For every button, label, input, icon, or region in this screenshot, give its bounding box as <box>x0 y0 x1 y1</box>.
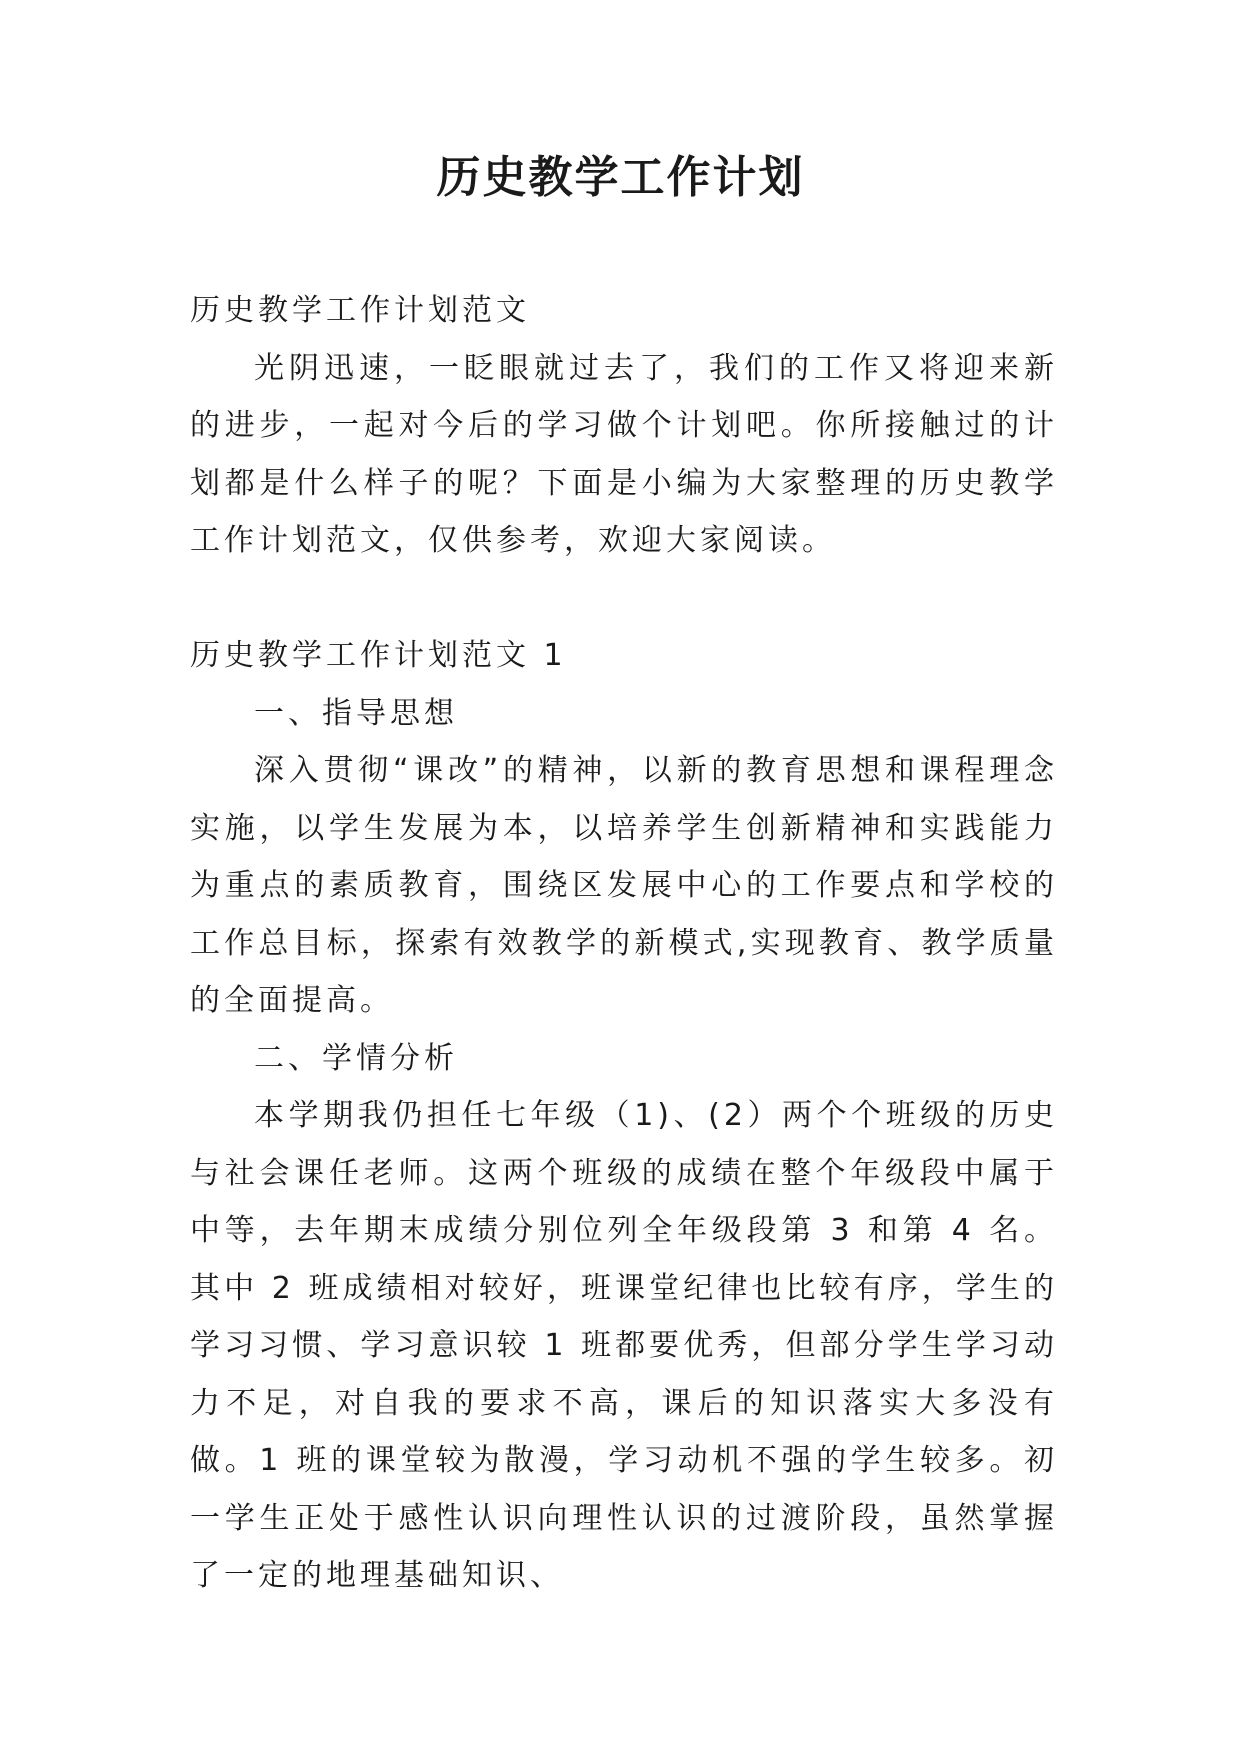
paragraph-student-analysis: 本学期我仍担任七年级（1)、(2）两个个班级的历史与社会课任老师。这两个班级的成绩在整个年级段中属于中等，去年期末成绩分别位列全年级段第 3 和第 4 名。其中 2 班成绩相对较好，班课堂纪律也比较有序，学生的学习习惯、学习意识较 1 班都要优秀，但部分学生学习动力不足，对自我的要求不高，课后的知识落实大多没有做。1 班的课堂较为散漫，学习动机不强的学生较多。初一学生正处于感性认识向理性认识的过渡阶段，虽然掌握了一定的地理基础知识、 <box>190 1098 1058 1593</box>
document-title: 历史教学工作计划 <box>436 152 805 203</box>
section-title: 历史教学工作计划范文 1 <box>190 638 567 673</box>
section-heading-student-analysis: 二、学情分析 <box>254 1040 458 1076</box>
intro-paragraph: 光阴迅速，一眨眼就过去了，我们的工作又将迎来新的进步，一起对今后的学习做个计划吧。你所接触过的计划都是什么样子的呢？下面是小编为大家整理的历史教学工作计划范文，仅供参考，欢迎大家阅读。 <box>190 350 1058 558</box>
document-subtitle: 历史教学工作计划范文 <box>190 293 530 328</box>
section-heading-guiding-ideology: 一、指导思想 <box>254 695 458 731</box>
paragraph-guiding-ideology: 深入贯彻“课改”的精神，以新的教育思想和课程理念实施，以学生发展为本，以培养学生创新精神和实践能力为重点的素质教育，围绕区发展中心的工作要点和学校的工作总目标，探索有效教学的新模式,实现教育、教学质量的全面提高。 <box>190 753 1058 1018</box>
document-body <box>190 282 1058 1605</box>
